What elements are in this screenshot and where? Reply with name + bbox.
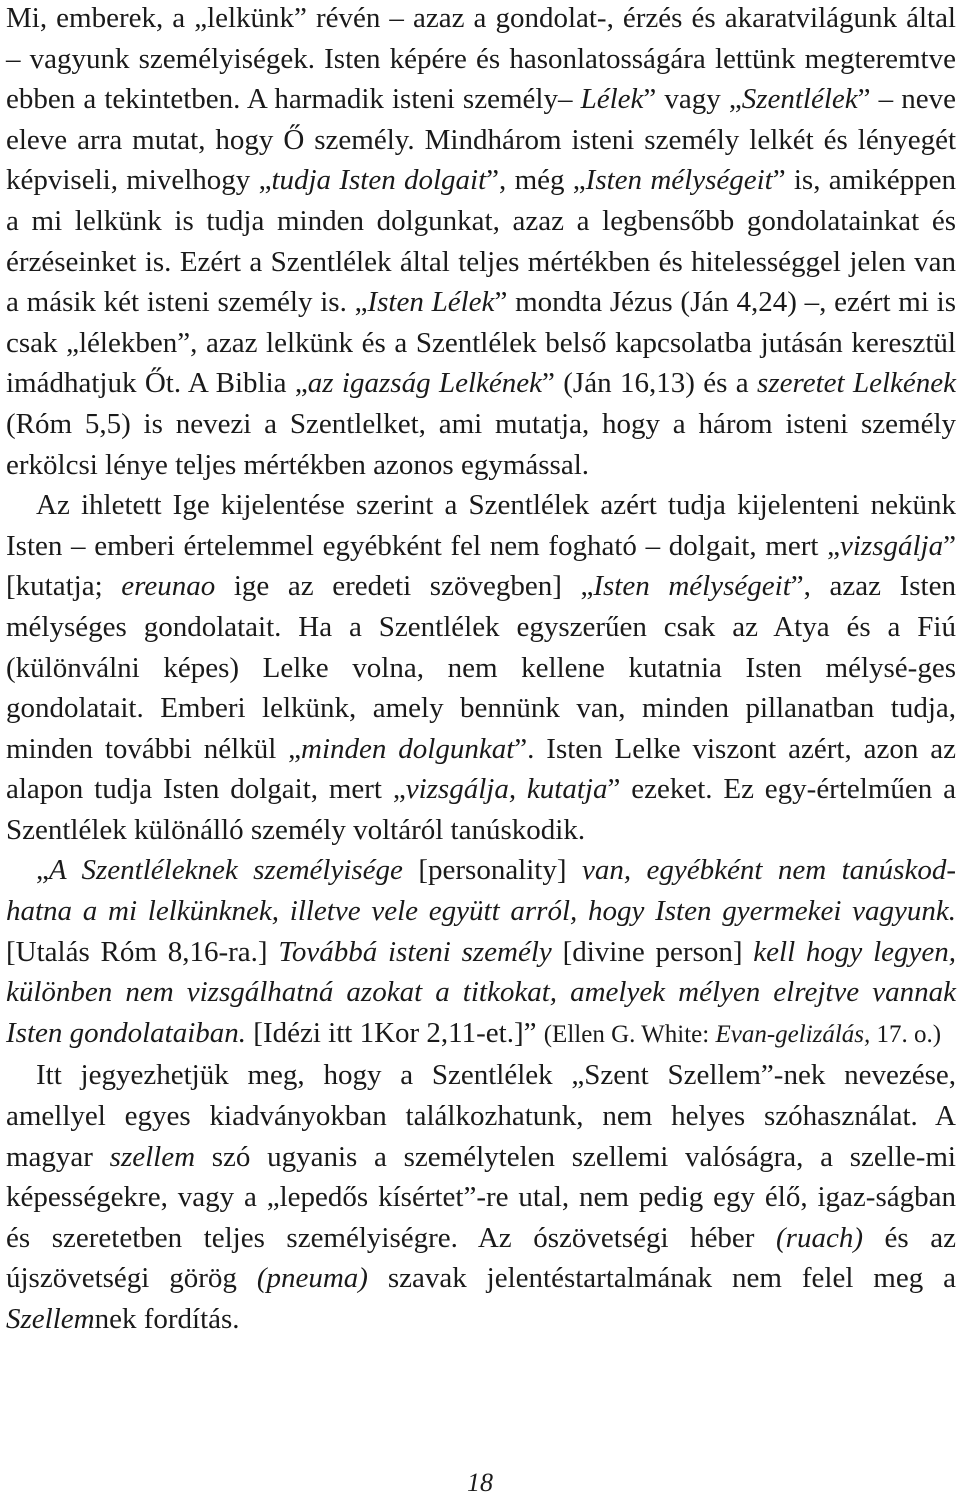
italic-text-segment: A Szentléleknek személyisége: [48, 854, 403, 887]
text-segment: és az újszövetségi görög: [6, 1221, 956, 1295]
text-segment: [personality]: [402, 854, 582, 887]
italic-text-segment: Továbbá isteni személy: [278, 935, 552, 968]
text-segment: ” vagy „: [643, 83, 742, 116]
italic-text-segment: Isten mélységeit: [585, 164, 773, 197]
text-segment: „: [36, 854, 49, 887]
text-segment: ” [kutatja;: [6, 529, 956, 603]
italic-text-segment: (ruach): [776, 1221, 863, 1254]
italic-text-segment: vizsgálja, kutatja: [405, 773, 608, 806]
italic-text-segment: Szellem: [6, 1303, 95, 1335]
text-segment: szavak jelentéstartalmának nem felel meg a: [367, 1262, 956, 1295]
text-segment: szó ugyanis a személytelen szellemi valóságra, a szelle-mi képességekre, vagy a „lepedős kísértet”-re utal, nem pedig egy élő, igaz-ságban és szeretetben teljes személyiségre. Az ószövetségi héber: [6, 1140, 956, 1254]
text-segment: ” mondta Jézus (Ján 4,24) –, ezért mi is csak „lélekben”, azaz lelkünk és a Szentlélek belső kapcsolatba jutásán keresztül imádhatjuk Őt. A Biblia „: [6, 286, 957, 400]
italic-text-segment: minden dolgunkat: [301, 732, 515, 765]
italic-text-segment: ereunao: [121, 570, 216, 603]
paragraph-1: [6, 0, 956, 485]
italic-text-segment: Evan-gelizálás,: [715, 1020, 871, 1048]
italic-text-segment: Lélek: [580, 83, 644, 116]
text-segment: 17. o.): [870, 1020, 942, 1048]
italic-text-segment: tudja Isten dolgait: [271, 164, 487, 197]
text-segment: [Utalás Róm 8,16-ra.]: [6, 935, 279, 968]
text-segment: ”, azaz Isten mélységes gondolatait. Ha a Szentlélek egyszerűen csak az Atya és a Fiú (különválni képes) Lelke volna, nem kellene kutatnia Isten mélysé-ges gondolatait. Emberi lelkünk, amely bennünk van, minden pillanatban tudja, minden további nélkül „: [6, 570, 956, 765]
text-segment: ” (Ján 16,13) és a: [542, 367, 758, 400]
text-segment: [divine person]: [551, 935, 754, 968]
italic-text-segment: Isten Lélek: [367, 286, 495, 319]
text-segment: Itt jegyezhetjük meg, hogy a Szentlélek „Szent Szellem”-nek nevezése, amellyel egyes kiadványokban találkozhatunk, nem helyes szóhasználat. A magyar: [6, 1059, 956, 1173]
italic-text-segment: Isten mélységeit: [593, 570, 791, 603]
page-number: 18: [467, 1468, 493, 1497]
italic-text-segment: szeretet Lelkének: [757, 367, 956, 400]
text-segment: [Idézi itt 1Kor 2,11-et.]”: [246, 1016, 544, 1049]
text-segment: ”. Isten Lelke viszont azért, azon az alapon tudja Isten dolgait, mert „: [6, 732, 956, 806]
text-segment: ” – neve eleve arra mutat, hogy Ő személy. Mindhárom isteni személy lelkét és lényegét képviseli, mivelhogy „: [6, 83, 956, 197]
text-segment: nek fordítás.: [94, 1303, 240, 1335]
text-segment: (Róm 5,5) is nevezi a Szentlelket, ami mutatja, hogy a három isteni személy erkölcsi lénye teljes mértékben azonos egymással.: [6, 407, 956, 481]
paragraph-3-quote: [6, 850, 956, 1055]
italic-text-segment: szellem: [109, 1140, 196, 1173]
text-segment: ige az eredeti szövegben] „: [215, 570, 594, 603]
text-segment: (Ellen G. White:: [543, 1020, 716, 1048]
text-segment: ” ezeket. Ez egy-értelműen a Szentlélek különálló személy voltáról tanúskodik.: [6, 773, 956, 846]
text-segment: Az ihletett Ige kijelentése szerint a Szentlélek azért tudja kijelenteni nekünk Isten – emberi értelemmel egyébként fel nem fogható – dolgait, mert „: [6, 489, 956, 562]
page-body: [6, 0, 956, 1340]
text-segment: Mi, emberek, a „lelkünk” révén – azaz a gondolat-, érzés és akaratvilágunk által – vagyunk személyiségek. Isten képére és hasonlatosságára lettünk megteremtve ebben a tekintetben. A harmadik isteni személy–: [6, 2, 956, 116]
text-segment: ”, még „: [486, 164, 586, 197]
italic-text-segment: kell hogy legyen, különben nem vizsgálhatná azokat a titkokat, amelyek mélyen elrejtve vannak Isten gondolataiban.: [6, 935, 957, 1049]
paragraph-2: [6, 485, 956, 850]
paragraph-4: [6, 1055, 956, 1339]
italic-text-segment: van, egyébként nem tanúskod-hatna a mi lelkünknek, illetve vele együtt arról, hogy Isten gyermekei vagyunk.: [6, 854, 956, 928]
italic-text-segment: (pneuma): [256, 1262, 368, 1295]
text-segment: ” is, amiképpen a mi lelkünk is tudja minden dolgunkat, azaz a legbensőbb gondolatainkat és érzéseinket is. Ezért a Szentlélek által teljes mértékben és hitelességgel jelen van a másik két isteni személy is. „: [6, 164, 956, 319]
italic-text-segment: az igazság Lelkének: [307, 367, 542, 400]
italic-text-segment: Szentlélek: [741, 83, 858, 116]
italic-text-segment: vizsgálja: [840, 529, 944, 562]
